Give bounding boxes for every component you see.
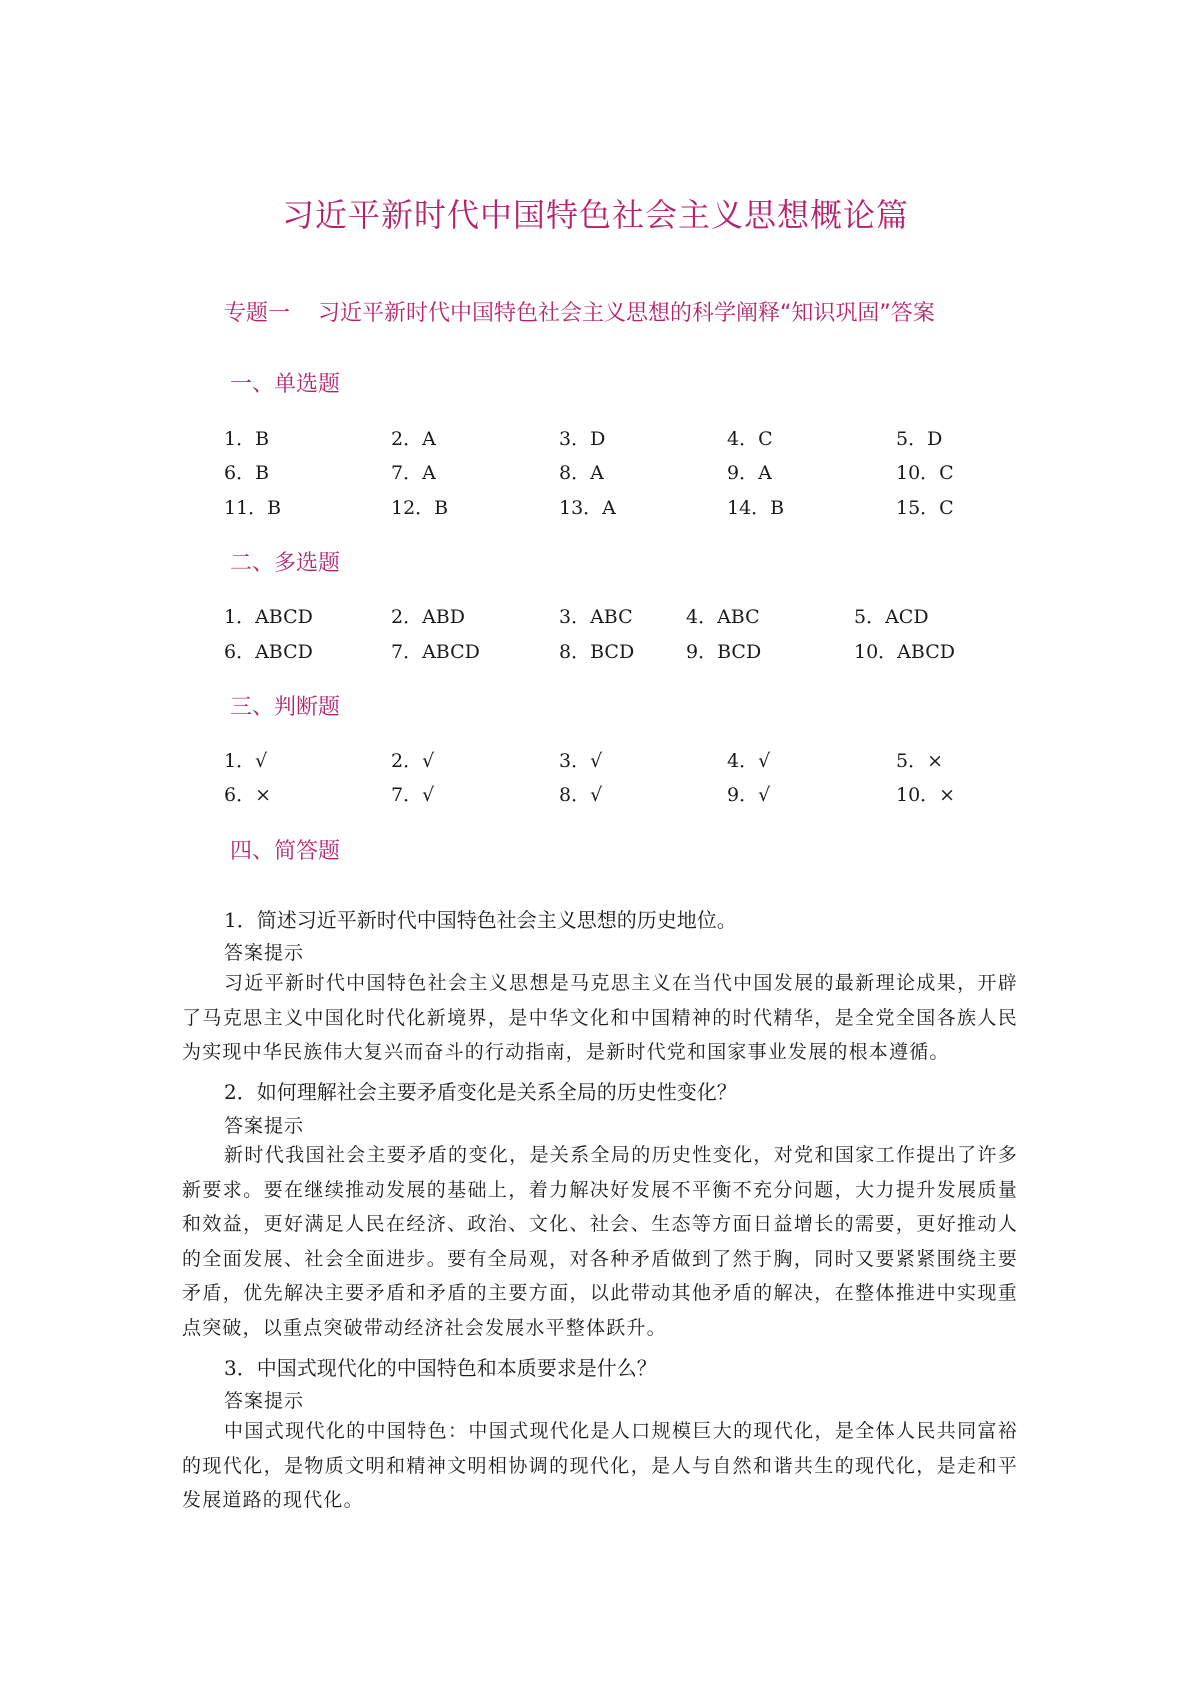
answer-item: 3．D [559, 428, 606, 450]
answer-hint-label: 答案提示 [224, 942, 305, 964]
short-answer-text-2: 新时代我国社会主要矛盾的变化，是关系全局的历史性变化，对党和国家工作提出了许多新要求。要在继续推动发展的基础上，着力解决好发展不平衡不充分问题，大力提升发展质量和效益，更好满足人民在经济、政治、文化、社会、生态等方面日益增长的需要，更好推动人的全面发展、社会全面进步。要有全局观，对各种矛盾做到了然于胸，同时又要紧紧围绕主要矛盾，优先解决主要矛盾和矛盾的主要方面，以此带动其他矛盾的解决，在整体推进中实现重点突破，以重点突破带动经济社会发展水平整体跃升。 [182, 1144, 1018, 1339]
answer-item: 10．ABCD [854, 641, 955, 663]
short-answer-question-3: 3．中国式现代化的中国特色和本质要求是什么？ [224, 1356, 657, 1380]
answer-item: 7．A [391, 462, 436, 484]
section-heading-true-false: 三、判断题 [230, 695, 341, 720]
answer-item: 9．A [727, 462, 772, 484]
short-answer-text-1: 习近平新时代中国特色社会主义思想是马克思主义在当代中国发展的最新理论成果，开辟了马克思主义中国化时代化新境界，是中华文化和中国精神的时代精华，是全党全国各族人民为实现中华民族伟大复兴而奋斗的行动指南，是新时代党和国家事业发展的根本遵循。 [182, 972, 1018, 1063]
answer-item: 2．ABD [391, 606, 466, 628]
answer-item: 15．C [896, 497, 954, 519]
short-answer-text-3: 中国式现代化的中国特色：中国式现代化是人口规模巨大的现代化，是全体人民共同富裕的现代化，是物质文明和精神文明相协调的现代化，是人与自然和谐共生的现代化，是走和平发展道路的现代化。 [182, 1420, 1018, 1511]
answer-item: 6．ABCD [224, 641, 313, 663]
page-title: 习近平新时代中国特色社会主义思想概论篇 [281, 196, 909, 234]
answer-item: 4．C [727, 428, 773, 450]
answer-item: 2．√ [391, 750, 435, 772]
answer-item: 1．√ [224, 750, 268, 772]
answer-item: 13．A [559, 497, 616, 519]
topic-title: 习近平新时代中国特色社会主义思想的科学阐释“知识巩固”答案 [318, 301, 935, 326]
answer-item: 14．B [727, 497, 785, 519]
answer-item: 3．ABC [559, 606, 633, 628]
answer-hint-label: 答案提示 [224, 1115, 305, 1137]
answer-item: 5．ACD [854, 606, 929, 628]
topic-heading [224, 296, 935, 327]
topic-label: 专题一 [224, 301, 291, 326]
answer-item: 6．B [224, 462, 270, 484]
answer-item: 6．× [224, 784, 272, 806]
answer-item: 5．× [896, 750, 944, 772]
short-answer-question-2: 2．如何理解社会主要矛盾变化是关系全局的历史性变化？ [224, 1080, 737, 1104]
answer-item: 4．√ [727, 750, 771, 772]
section-heading-short-answer: 四、简答题 [230, 839, 341, 864]
answer-item: 10．C [896, 462, 954, 484]
answer-item: 12．B [391, 497, 449, 519]
answer-hint-label: 答案提示 [224, 1390, 305, 1412]
answer-item: 4．ABC [686, 606, 760, 628]
answer-item: 9．BCD [686, 641, 762, 663]
section-heading-multiple-choice: 二、多选题 [230, 551, 341, 576]
answer-item: 7．ABCD [391, 641, 480, 663]
answer-item: 9．√ [727, 784, 771, 806]
section-heading-single-choice: 一、单选题 [230, 372, 341, 397]
answer-item: 3．√ [559, 750, 603, 772]
answer-item: 8．BCD [559, 641, 635, 663]
answer-item: 5．D [896, 428, 943, 450]
answer-item: 8．√ [559, 784, 603, 806]
answer-item: 8．A [559, 462, 604, 484]
answer-item: 2．A [391, 428, 436, 450]
answer-item: 10．× [896, 784, 956, 806]
answer-item: 1．ABCD [224, 606, 313, 628]
answer-item: 7．√ [391, 784, 435, 806]
short-answer-question-1: 1．简述习近平新时代中国特色社会主义思想的历史地位。 [224, 908, 737, 932]
answer-item: 11．B [224, 497, 282, 519]
answer-item: 1．B [224, 428, 270, 450]
